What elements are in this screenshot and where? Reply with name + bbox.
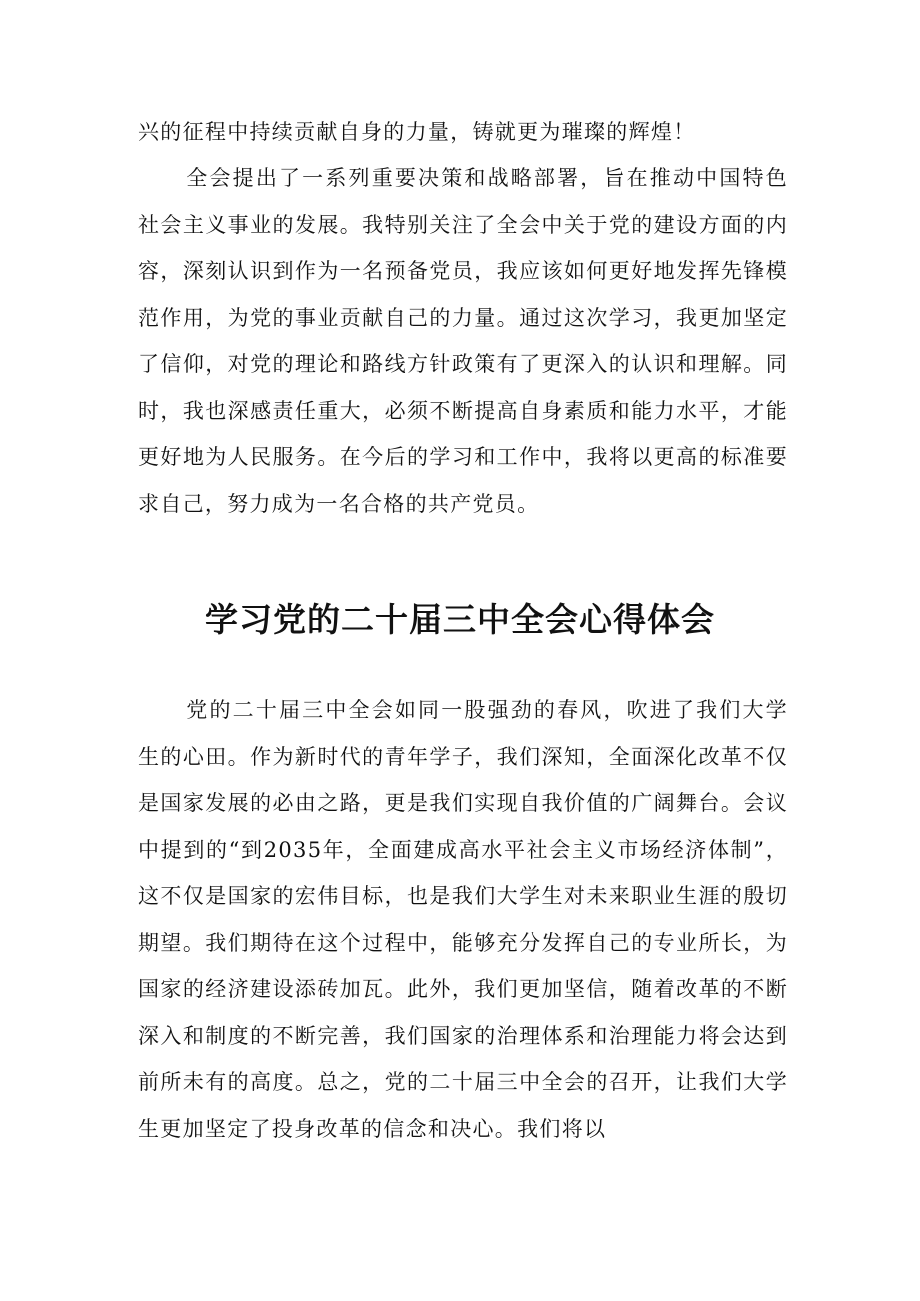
section-title: 学习党的二十届三中全会心得体会 <box>205 600 715 639</box>
body-paragraph-1: 全会提出了一系列重要决策和战略部署，旨在推动中国特色社会主义事业的发展。我特别关注了全会中关于党的建设方面的内容，深刻认识到作为一名预备党员，我应该如何更好地发挥先锋模范作用，为党的事业贡献自己的力量。通过这次学习，我更加坚定了信仰，对党的理论和路线方针政策有了更深入的认识和理解。同时，我也深感责任重大，必须不断提高自身素质和能力水平，才能更好地为人民服务。在今后的学习和工作中，我将以更高的标准要求自己，努力成为一名合格的共产党员。 <box>138 166 788 516</box>
body-paragraph-2: 党的二十届三中全会如同一股强劲的春风，吹进了我们大学生的心田。作为新时代的青年学子，我们深知，全面深化改革不仅是国家发展的必由之路，更是我们实现自我价值的广阔舞台。会议中提到的“到2035年，全面建成高水平社会主义市场经济体制”，这不仅是国家的宏伟目标，也是我们大学生对未来职业生涯的殷切期望。我们期待在这个过程中，能够充分发挥自己的专业所长，为国家的经济建设添砖加瓦。此外，我们更加坚信，随着改革的不断深入和制度的不断完善，我们国家的治理体系和治理能力将会达到前所未有的高度。总之，党的二十届三中全会的召开，让我们大学生更加坚定了投身改革的信念和决心。我们将以 <box>138 698 788 1141</box>
continued-paragraph: 兴的征程中持续贡献自身的力量，铸就更为璀璨的辉煌！ <box>138 120 696 144</box>
continued-paragraph-block <box>138 109 788 156</box>
paragraph-block-1 <box>138 155 788 527</box>
paragraph-block-2 <box>138 687 788 1152</box>
